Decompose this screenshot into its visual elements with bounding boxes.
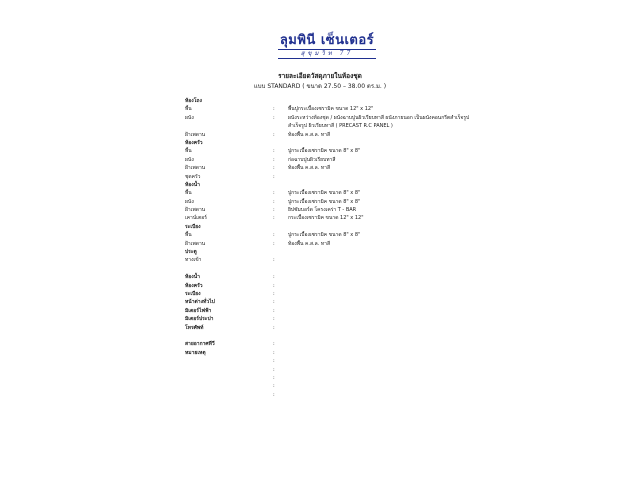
spec-separator: : bbox=[273, 324, 275, 331]
spec-label: หน้าต่างทั่วไป bbox=[185, 299, 215, 306]
spec-row bbox=[185, 189, 485, 197]
spec-row bbox=[185, 374, 485, 382]
spec-row bbox=[185, 248, 485, 256]
spec-row bbox=[185, 366, 485, 374]
spec-row bbox=[185, 273, 485, 281]
spec-row bbox=[185, 97, 485, 105]
spec-separator: : bbox=[273, 358, 275, 365]
spec-row bbox=[185, 265, 485, 273]
spec-separator: : bbox=[273, 106, 275, 113]
spec-row bbox=[185, 206, 485, 214]
spec-row bbox=[185, 147, 485, 155]
spec-row bbox=[185, 382, 485, 390]
spec-row bbox=[185, 214, 485, 222]
spec-label: เคาน์เตอร์ bbox=[185, 215, 207, 222]
spec-separator: : bbox=[273, 240, 275, 247]
spec-label: ประตู bbox=[185, 249, 197, 256]
spec-row bbox=[185, 315, 485, 323]
spec-separator: : bbox=[273, 156, 275, 163]
spec-separator: : bbox=[273, 316, 275, 323]
spec-value: กระเบื้องเซรามิค ขนาด 12" x 12" bbox=[288, 215, 364, 222]
spec-label: ทางเข้า bbox=[185, 257, 202, 264]
spec-separator: : bbox=[273, 341, 275, 348]
spec-separator: : bbox=[273, 299, 275, 306]
spec-value: ปูกระเบื้องเซรามิค ขนาด 8" x 8" bbox=[288, 198, 361, 205]
spec-value: ผนังระหว่างห้องชุด / ผนังฉาบปูนผิวเรียบทาสี ผนังภายนอก เป็นผนังคอนกรีตสำเร็จรูป bbox=[288, 114, 470, 121]
spec-row bbox=[185, 156, 485, 164]
spec-separator: : bbox=[273, 374, 275, 381]
spec-label: ห้องโถง bbox=[185, 98, 202, 104]
spec-label: ผนัง bbox=[185, 114, 194, 121]
spec-label: สายอากาศทีวี bbox=[185, 341, 215, 348]
spec-label: หมายเหตุ bbox=[185, 349, 206, 356]
spec-label: ห้องน้ำ bbox=[185, 181, 200, 188]
spec-row bbox=[185, 114, 485, 122]
spec-separator: : bbox=[273, 198, 275, 205]
spec-separator: : bbox=[273, 366, 275, 373]
logo-title: ลุมพินี เซ็นเตอร์ bbox=[279, 33, 375, 48]
spec-label: พื้น bbox=[185, 232, 192, 239]
page-subtitle: แบบ STANDARD ( ขนาด 27.50 – 38.00 ตร.ม. ) bbox=[253, 83, 387, 90]
spec-label: พื้น bbox=[185, 148, 192, 155]
spec-row bbox=[185, 223, 485, 231]
spec-value: ก่อฉาบปูนผิวเรียบทาสี bbox=[288, 156, 336, 163]
spec-row bbox=[185, 340, 485, 348]
spec-value: ยิปซัมบอร์ด โครงเคร่า T - BAR bbox=[288, 207, 357, 214]
spec-label: พื้น bbox=[185, 190, 192, 197]
spec-row bbox=[185, 173, 485, 181]
spec-label: พื้น bbox=[185, 106, 192, 113]
spec-row bbox=[185, 240, 485, 248]
spec-label: มิเตอร์ประปา bbox=[185, 316, 214, 323]
spec-separator: : bbox=[273, 307, 275, 314]
spec-separator: : bbox=[273, 131, 275, 138]
spec-label: ฝ้าเพดาน bbox=[185, 207, 206, 214]
spec-row bbox=[185, 105, 485, 113]
spec-label: ฝ้าเพดาน bbox=[185, 165, 206, 172]
spec-row bbox=[185, 256, 485, 264]
spec-row bbox=[185, 332, 485, 340]
spec-separator: : bbox=[273, 232, 275, 239]
spec-separator: : bbox=[273, 290, 275, 297]
spec-value: ท้องพื้น ค.ส.ล. ทาสี bbox=[288, 131, 331, 138]
spec-row bbox=[185, 357, 485, 365]
spec-label: มิเตอร์ไฟฟ้า bbox=[185, 307, 212, 314]
spec-label: ฝ้าเพดาน bbox=[185, 240, 206, 247]
spec-separator: : bbox=[273, 114, 275, 121]
spec-separator: : bbox=[273, 148, 275, 155]
spec-label: ห้องครัว bbox=[185, 139, 203, 146]
spec-row bbox=[185, 307, 485, 315]
spec-separator: : bbox=[273, 173, 275, 180]
logo bbox=[272, 34, 382, 59]
spec-row bbox=[185, 290, 485, 298]
spec-row bbox=[185, 181, 485, 189]
spec-separator: : bbox=[273, 274, 275, 281]
spec-label: ระเบียง bbox=[185, 290, 201, 297]
spec-row bbox=[185, 349, 485, 357]
spec-separator: : bbox=[273, 207, 275, 214]
spec-value: ปูกระเบื้องเซรามิค ขนาด 8" x 8" bbox=[288, 190, 361, 197]
spec-row bbox=[185, 231, 485, 239]
spec-label: ห้องครัว bbox=[185, 282, 203, 289]
spec-value: ปูกระเบื้องเซรามิค ขนาด 8" x 8" bbox=[288, 232, 361, 239]
spec-separator: : bbox=[273, 190, 275, 197]
spec-value: ปูกระเบื้องเซรามิค ขนาด 8" x 8" bbox=[288, 148, 361, 155]
spec-row bbox=[185, 324, 485, 332]
spec-separator: : bbox=[273, 282, 275, 289]
spec-separator: : bbox=[273, 349, 275, 356]
spec-value: สำเร็จรูป ผิวเรียบทาสี ( PRECAST R.C PANEL ) bbox=[288, 123, 393, 130]
spec-label: ผนัง bbox=[185, 156, 194, 163]
spec-row bbox=[185, 198, 485, 206]
spec-separator: : bbox=[273, 383, 275, 390]
spec-separator: : bbox=[273, 215, 275, 222]
spec-label: ระเบียง bbox=[185, 223, 201, 230]
spec-label: ผนัง bbox=[185, 198, 194, 205]
spec-separator: : bbox=[273, 165, 275, 172]
spec-label: ชุดครัว bbox=[185, 173, 201, 180]
page-title: รายละเอียดวัสดุภายในห้องชุด bbox=[278, 72, 362, 80]
spec-row bbox=[185, 139, 485, 147]
spec-row bbox=[185, 282, 485, 290]
spec-value: ท้องพื้น ค.ส.ล. ทาสี bbox=[288, 165, 331, 172]
spec-value: ท้องพื้น ค.ส.ล. ทาสี bbox=[288, 240, 331, 247]
logo-subtitle: สุขุมวิท 77 bbox=[278, 50, 376, 59]
spec-label: โทรศัพท์ bbox=[185, 324, 204, 331]
spec-label: ห้องน้ำ bbox=[185, 274, 200, 281]
spec-row bbox=[185, 391, 485, 399]
spec-separator: : bbox=[273, 257, 275, 264]
spec-table bbox=[185, 97, 485, 399]
spec-row bbox=[185, 131, 485, 139]
spec-row bbox=[185, 164, 485, 172]
spec-label: ฝ้าเพดาน bbox=[185, 131, 206, 138]
spec-value: พื้นปูกระเบื้องเซรามิค ขนาด 12" x 12" bbox=[288, 106, 374, 113]
spec-separator: : bbox=[273, 391, 275, 398]
spec-row bbox=[185, 122, 485, 130]
spec-row bbox=[185, 298, 485, 306]
